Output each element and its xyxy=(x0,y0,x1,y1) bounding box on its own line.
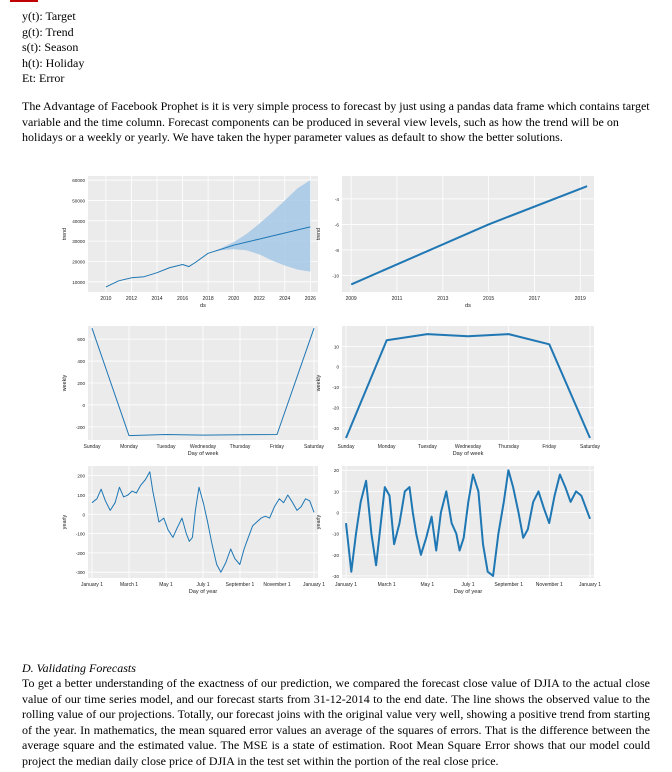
x-axis-label: Day of year xyxy=(188,589,218,595)
y-tick-label: -30 xyxy=(332,425,339,431)
y-axis-label: yearly xyxy=(316,514,322,530)
x-tick-label: 2009 xyxy=(345,296,357,302)
y-axis-label: trend xyxy=(316,227,322,241)
y-tick-label: -10 xyxy=(332,531,339,537)
y-tick-label: 200 xyxy=(77,381,85,386)
y-tick-label: -10 xyxy=(332,273,339,279)
x-tick-label: 2011 xyxy=(391,296,403,302)
prophet-paragraph: The Advantage of Facebook Prophet is it is very simple process to forecast by just using a pandas data frame which contains target variable and the time column. Forecast components can be produced in several view levels, such as how the trend will be on holidays or a weekly or yearly. We have taken the hyper parameter values as default to show the better solutions. xyxy=(22,99,650,144)
x-tick-label: March 1 xyxy=(377,582,396,588)
y-tick-label: -6 xyxy=(334,222,339,228)
yearly-right-chart xyxy=(342,466,594,578)
y-tick-label: 30000 xyxy=(72,239,85,245)
y-tick-label: 100 xyxy=(77,492,85,498)
x-tick-label: 2018 xyxy=(202,296,214,302)
x-tick-label: September 1 xyxy=(494,582,523,588)
x-tick-label: November 1 xyxy=(263,582,291,588)
x-tick-label: Monday xyxy=(120,444,138,450)
x-tick-label: January 1 xyxy=(81,582,103,588)
x-tick-label: 2020 xyxy=(228,296,240,302)
x-tick-label: 2024 xyxy=(279,296,291,302)
x-tick-label: Wednesday xyxy=(454,444,482,450)
y-tick-label: -20 xyxy=(332,405,339,411)
y-tick-label: 50000 xyxy=(72,198,85,204)
y-tick-label: 40000 xyxy=(72,218,85,224)
definition-item: y(t): Target xyxy=(22,9,76,23)
x-tick-label: Tuesday xyxy=(156,444,176,450)
x-axis-label: Day of week xyxy=(187,451,219,457)
x-tick-label: Friday xyxy=(270,444,284,450)
x-tick-label: January 1 xyxy=(303,582,325,588)
y-tick-label: -100 xyxy=(75,531,85,537)
y-tick-label: -200 xyxy=(75,550,85,556)
trend-right-chart xyxy=(342,176,594,292)
y-tick-label: 0 xyxy=(82,512,85,518)
x-tick-label: May 1 xyxy=(420,582,435,588)
y-tick-label: 0 xyxy=(336,510,339,516)
y-tick-label: 0 xyxy=(336,364,339,370)
y-tick-label: -300 xyxy=(75,570,85,576)
x-tick-label: May 1 xyxy=(159,582,173,588)
x-tick-label: Tuesday xyxy=(417,444,437,450)
y-tick-label: -4 xyxy=(334,196,339,202)
section-heading: D. Validating Forecasts xyxy=(22,661,136,675)
yearly-left-chart xyxy=(88,466,318,578)
x-tick-label: Thursday xyxy=(498,444,520,450)
y-tick-label: 20000 xyxy=(72,259,85,265)
y-axis-label: weekly xyxy=(316,374,322,392)
y-tick-label: -8 xyxy=(334,247,339,253)
x-axis-label: Day of year xyxy=(453,589,483,595)
x-tick-label: Saturday xyxy=(579,444,601,450)
x-tick-label: July 1 xyxy=(196,582,210,588)
x-tick-label: 2010 xyxy=(100,296,112,302)
y-axis-label: trend xyxy=(62,227,68,241)
y-tick-label: 10 xyxy=(333,489,339,495)
definition-item: h(t): Holiday xyxy=(22,55,85,70)
x-tick-label: November 1 xyxy=(535,582,563,588)
x-tick-label: 2016 xyxy=(176,296,189,302)
x-tick-label: Wednesday xyxy=(189,444,217,450)
x-tick-label: January 1 xyxy=(579,582,601,588)
y-tick-label: -20 xyxy=(332,552,339,558)
x-tick-label: September 1 xyxy=(225,582,255,588)
y-tick-label: 20 xyxy=(333,468,339,474)
x-tick-label: Friday xyxy=(542,444,557,450)
x-tick-label: 2012 xyxy=(125,296,138,302)
y-tick-label: -30 xyxy=(332,573,339,579)
x-tick-label: 2026 xyxy=(304,296,316,302)
y-tick-label: -10 xyxy=(332,385,339,391)
x-tick-label: 2013 xyxy=(437,296,449,302)
x-tick-label: July 1 xyxy=(461,582,475,588)
x-tick-label: Monday xyxy=(377,444,396,450)
y-tick-label: -200 xyxy=(75,424,85,430)
y-tick-label: 0 xyxy=(82,402,85,408)
weekly-right-chart xyxy=(342,326,594,440)
definition-item: s(t): Season xyxy=(22,40,79,54)
x-tick-label: Thursday xyxy=(229,444,251,450)
y-tick-label: 10 xyxy=(333,344,339,350)
x-tick-label: Sunday xyxy=(337,444,355,450)
definition-item: Et: Error xyxy=(22,71,65,85)
y-tick-label: 10000 xyxy=(72,279,85,285)
y-tick-label: 600 xyxy=(77,337,85,343)
x-tick-label: 2022 xyxy=(253,296,265,302)
y-tick-label: 60000 xyxy=(72,178,85,184)
y-tick-label: 200 xyxy=(77,473,85,479)
x-tick-label: 2017 xyxy=(528,296,540,302)
x-tick-label: 2019 xyxy=(574,296,586,302)
trend-left-chart xyxy=(88,176,318,292)
x-tick-label: Saturday xyxy=(303,444,325,450)
x-axis-label: ds xyxy=(200,303,206,309)
x-axis-label: ds xyxy=(465,303,471,309)
definition-item: g(t): Trend xyxy=(22,24,74,39)
y-axis-label: weekly xyxy=(62,374,68,392)
y-tick-label: 400 xyxy=(77,359,85,365)
weekly-left-chart xyxy=(88,326,318,440)
x-axis-label: Day of week xyxy=(452,451,484,457)
x-tick-label: March 1 xyxy=(119,582,139,588)
x-tick-label: 2015 xyxy=(483,296,495,302)
x-tick-label: Sunday xyxy=(83,444,101,450)
x-tick-label: 2014 xyxy=(151,296,163,302)
y-axis-label: yearly xyxy=(62,514,68,530)
x-tick-label: January 1 xyxy=(335,582,357,588)
validation-paragraph: To get a better understanding of the exactness of our prediction, we compared the forecast close value of DJIA to the actual close value of our time series model, and our forecast starts from 31-12-2014 to the end date. The line shows the observed value to the rolling value of our projections. Totally, our forecast joins with the original value very well, showing a positive trend from starting of the year. In mathematics, the mean squared error values an average of the squares of errors. That is the difference between the average square and the estimated value. The MSE is a state of estimation. Root Mean Square Error shows that our model could project the median daily close price of DJIA in the test set within the portion of the real close price. xyxy=(22,676,650,768)
